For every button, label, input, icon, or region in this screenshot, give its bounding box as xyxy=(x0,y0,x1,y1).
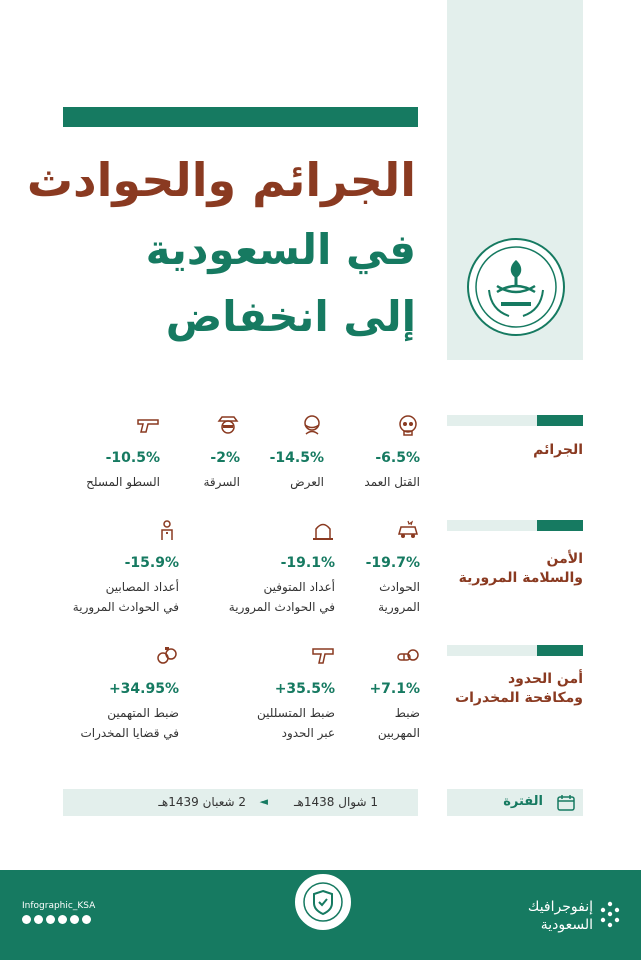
brand-logo-icon xyxy=(599,900,621,928)
stat-label-line-2: في الحوادث المرورية xyxy=(72,600,179,614)
period-label: الفترة xyxy=(503,794,543,809)
calendar-icon xyxy=(557,794,575,811)
shield-badge xyxy=(293,872,353,932)
title-line-3: إلى انخفاض xyxy=(165,292,416,341)
skull-icon xyxy=(396,414,420,436)
stat-label: السطو المسلح xyxy=(86,475,160,489)
stat-value: +35.5% xyxy=(274,681,335,697)
stat-label-line-1: أعداد المتوفين xyxy=(263,580,335,594)
stat-value: -15.9% xyxy=(124,555,179,571)
youtube-icon[interactable] xyxy=(58,915,67,924)
injured-icon xyxy=(155,519,179,541)
car-crash-icon xyxy=(396,519,420,541)
section-label-line-1: الأمن xyxy=(546,551,583,567)
stat-value: +34.95% xyxy=(108,681,179,697)
stat-value: -10.5% xyxy=(105,450,160,466)
section-bar xyxy=(447,520,583,531)
section-label-line-2: ومكافحة المخدرات xyxy=(455,690,583,706)
telegram-icon[interactable] xyxy=(82,915,91,924)
footer xyxy=(0,870,641,960)
stat-label-line-1: ضبط المتهمين xyxy=(107,706,179,720)
facebook-icon[interactable] xyxy=(46,915,55,924)
period-range xyxy=(63,789,418,816)
social-handle[interactable]: Infographic_KSA xyxy=(22,901,96,911)
handcuffs-icon xyxy=(155,645,179,667)
period-from: 1 شوال 1438هـ xyxy=(294,795,378,809)
shield-icon xyxy=(295,874,351,930)
instagram-icon[interactable] xyxy=(34,915,43,924)
section-label: الجرائم xyxy=(533,442,583,458)
twitter-icon[interactable] xyxy=(22,915,31,924)
stat-label-line-1: الحوادث xyxy=(379,580,420,594)
veiled-person-icon xyxy=(300,414,324,436)
section-bar xyxy=(447,415,583,426)
section-bar xyxy=(447,645,583,656)
period-to: 2 شعبان 1439هـ xyxy=(158,795,246,809)
period-label-box xyxy=(447,789,583,816)
stat-value: +7.1% xyxy=(369,681,420,697)
grave-icon xyxy=(311,519,335,541)
stat-label-line-2: في قضايا المخدرات xyxy=(80,726,179,740)
border-icon xyxy=(311,645,335,667)
title-line-1: الجرائم والحوادث xyxy=(26,153,416,207)
gun-icon xyxy=(136,414,160,436)
stat-label: السرقة xyxy=(203,475,240,489)
stat-label: القتل العمد xyxy=(364,475,420,489)
stat-label-line-1: ضبط المتسللين xyxy=(257,706,335,720)
brand-line-2: السعودية xyxy=(540,917,593,933)
stat-label-line-1: أعداد المصابين xyxy=(105,580,179,594)
stat-value: -6.5% xyxy=(375,450,420,466)
stat-label-line-1: ضبط xyxy=(394,706,420,720)
stat-label-line-2: عبر الحدود xyxy=(281,726,335,740)
stat-label: العرض xyxy=(290,475,324,489)
title-line-2: في السعودية xyxy=(145,225,416,274)
brand-line-1: إنفوجرافيك xyxy=(527,899,593,915)
stat-label-line-2: المهربين xyxy=(377,726,420,740)
social-icons xyxy=(22,915,91,924)
section-border-security xyxy=(447,645,583,715)
ministry-emblem-icon xyxy=(467,238,565,336)
stat-value: -2% xyxy=(210,450,240,466)
section-traffic-safety xyxy=(447,520,583,590)
section-label-line-1: أمن الحدود xyxy=(507,671,583,687)
section-label-line-2: والسلامة المرورية xyxy=(458,570,583,586)
brand-name xyxy=(528,898,593,934)
stat-value: -19.1% xyxy=(280,555,335,571)
thief-icon xyxy=(216,414,240,436)
arrow-left-icon: ◄ xyxy=(259,795,268,808)
stat-value: -19.7% xyxy=(365,555,420,571)
stat-label-line-2: في الحوادث المرورية xyxy=(228,600,335,614)
pills-icon xyxy=(396,645,420,667)
snapchat-icon[interactable] xyxy=(70,915,79,924)
stat-value: -14.5% xyxy=(269,450,324,466)
section-crimes xyxy=(447,415,583,458)
top-accent-bar xyxy=(63,107,418,127)
stat-label-line-2: المرورية xyxy=(378,600,420,614)
